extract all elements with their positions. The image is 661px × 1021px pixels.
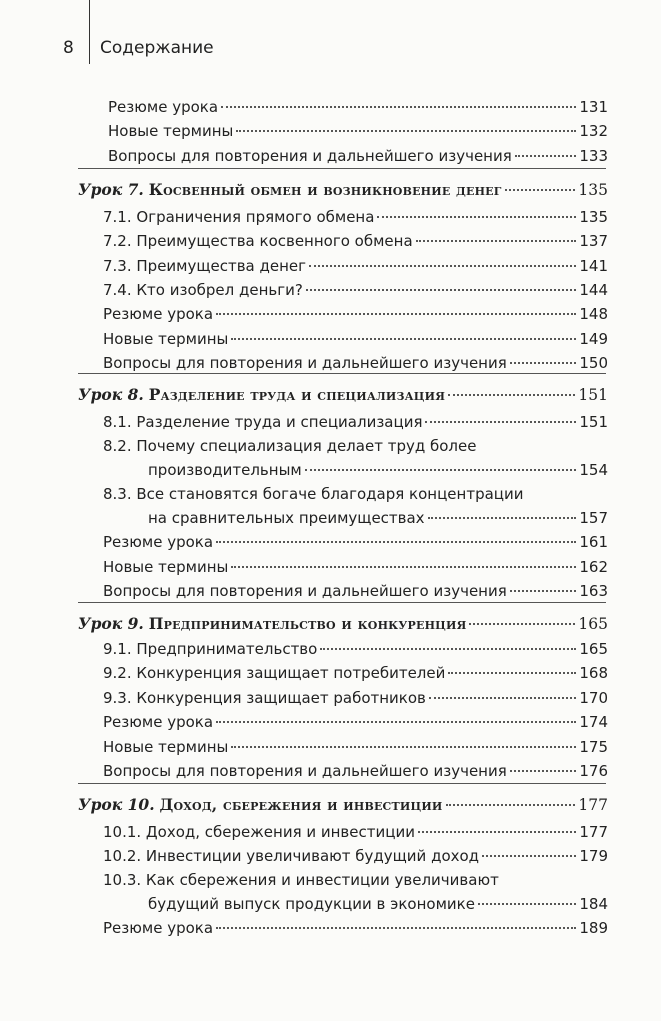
toc-page-number: 189 <box>579 919 608 937</box>
toc-page-number: 174 <box>579 713 608 731</box>
toc-entry-text: 9.3. Конкуренция защищает работников <box>103 689 426 707</box>
toc-page-number: 157 <box>579 509 608 527</box>
toc-entry-text: Новые термины <box>103 330 229 348</box>
section-divider <box>78 373 606 374</box>
toc-entry-text: Резюме урока <box>103 305 214 323</box>
dot-leader <box>446 804 576 806</box>
toc-entry[interactable] <box>148 894 608 914</box>
toc-entry[interactable] <box>103 207 608 227</box>
dot-leader <box>305 469 577 471</box>
section-divider <box>78 783 606 784</box>
lesson-label: Урок 9. <box>78 614 144 633</box>
lesson-label: Урок 10. <box>78 795 155 814</box>
dot-leader <box>309 265 576 267</box>
toc-entry-text: Вопросы для повторения и дальнейшего изучения <box>108 147 512 165</box>
toc-page-number: 135 <box>579 208 608 226</box>
dot-leader <box>510 362 577 364</box>
dot-leader <box>482 855 576 857</box>
toc-entry[interactable] <box>103 761 608 781</box>
toc-page-number: 165 <box>579 640 608 658</box>
toc-entry[interactable] <box>103 353 608 373</box>
toc-page-number: 137 <box>579 232 608 250</box>
toc-page-number: 175 <box>579 738 608 756</box>
toc-entry-text: Резюме урока <box>103 919 214 937</box>
dot-leader <box>221 106 576 108</box>
toc-entry-text: 9.1. Предпринимательство <box>103 640 318 658</box>
dot-leader <box>515 155 577 157</box>
toc-entry-continuation: на сравнительных преимуществах <box>148 509 425 527</box>
toc-page-number: 150 <box>579 354 608 372</box>
toc-entry-text: Резюме урока <box>103 713 214 731</box>
toc-lesson-heading[interactable] <box>78 180 608 200</box>
toc-entry-text: 7.3. Преимущества денег <box>103 257 307 275</box>
toc-entry[interactable] <box>103 663 608 683</box>
toc-page-number: 177 <box>578 796 608 814</box>
toc-entry[interactable] <box>103 712 608 732</box>
toc-page-number: 162 <box>579 558 608 576</box>
toc-entry[interactable] <box>148 460 608 480</box>
page-number: 8 <box>63 38 74 58</box>
toc-page-number: 165 <box>578 615 608 633</box>
toc-entry-text: Вопросы для повторения и дальнейшего изучения <box>103 762 507 780</box>
dot-leader <box>429 697 576 699</box>
toc-page-number: 151 <box>578 386 608 404</box>
dot-leader <box>320 648 576 650</box>
toc-entry-text: Новые термины <box>103 558 229 576</box>
toc-entry[interactable] <box>108 146 608 166</box>
toc-entry[interactable] <box>103 846 608 866</box>
lesson-title: Косвенный обмен и возникновение денег <box>148 180 502 199</box>
toc-page-number: 168 <box>579 664 608 682</box>
toc-entry[interactable] <box>103 737 608 757</box>
toc-entry-text: 10.2. Инвестиции увеличивают будущий доход <box>103 847 480 865</box>
toc-page-number: 141 <box>579 257 608 275</box>
toc-entry[interactable] <box>103 329 608 349</box>
toc-entry[interactable] <box>103 557 608 577</box>
toc-page-number: 154 <box>579 461 608 479</box>
toc-entry[interactable] <box>103 256 608 276</box>
dot-leader <box>510 770 577 772</box>
dot-leader <box>216 541 576 543</box>
toc-entry[interactable] <box>148 508 608 528</box>
dot-leader <box>216 313 576 315</box>
lesson-title: Доход, сбережения и инвестиции <box>159 795 443 814</box>
running-head: Содержание <box>100 38 214 58</box>
toc-entry-continuation: производительным <box>148 461 302 479</box>
toc-entry[interactable] <box>103 688 608 708</box>
section-divider <box>78 602 606 603</box>
dot-leader <box>425 421 576 423</box>
toc-page-number: 135 <box>578 181 608 199</box>
toc-page-number: 131 <box>579 98 608 116</box>
toc-lesson-heading[interactable] <box>78 385 608 405</box>
toc-entry-text: 10.1. Доход, сбережения и инвестиции <box>103 823 415 841</box>
lesson-title: Разделение труда и специализация <box>148 385 446 404</box>
toc-entry-text: Новые термины <box>103 738 229 756</box>
toc-entry[interactable] <box>103 412 608 432</box>
dot-leader <box>469 623 575 625</box>
toc-entry[interactable] <box>108 121 608 141</box>
dot-leader <box>231 566 576 568</box>
toc-page-number: 177 <box>579 823 608 841</box>
toc-entry[interactable] <box>103 918 608 938</box>
dot-leader <box>377 216 576 218</box>
dot-leader <box>505 189 576 191</box>
toc-entry-text: Новые термины <box>108 122 234 140</box>
toc-page-number: 148 <box>579 305 608 323</box>
toc-entry-text: Вопросы для повторения и дальнейшего изучения <box>103 354 507 372</box>
toc-page-number: 133 <box>579 147 608 165</box>
lesson-title: Предпринимательство и конкуренция <box>148 614 467 633</box>
dot-leader <box>448 672 576 674</box>
toc-entry[interactable] <box>103 822 608 842</box>
toc-entry-text: 8.3. Все становятся богаче благодаря концентрации <box>103 485 524 503</box>
toc-entry-text: 7.4. Кто изобрел деньги? <box>103 281 303 299</box>
toc-page-number: 151 <box>579 413 608 431</box>
toc-page-number: 149 <box>579 330 608 348</box>
toc-entry[interactable] <box>103 532 608 552</box>
toc-page-number: 132 <box>579 122 608 140</box>
dot-leader <box>216 721 576 723</box>
toc-entry[interactable] <box>103 280 608 300</box>
toc-page-number: 176 <box>579 762 608 780</box>
toc-entry-text: 7.1. Ограничения прямого обмена <box>103 208 375 226</box>
toc-page-number: 161 <box>579 533 608 551</box>
toc-entry-text: 8.2. Почему специализация делает труд более <box>103 437 477 455</box>
toc-page-number: 144 <box>579 281 608 299</box>
dot-leader <box>231 746 576 748</box>
toc-lesson-heading[interactable] <box>78 795 608 815</box>
toc-entry-text: Резюме урока <box>108 98 219 116</box>
toc-entry-text: 9.2. Конкуренция защищает потребителей <box>103 664 446 682</box>
toc-entry[interactable] <box>103 581 608 601</box>
dot-leader <box>478 903 576 905</box>
dot-leader <box>448 394 575 396</box>
toc-entry-text: Резюме урока <box>103 533 214 551</box>
section-divider <box>78 168 606 169</box>
toc-lesson-heading[interactable] <box>78 614 608 634</box>
dot-leader <box>418 831 576 833</box>
toc-entry[interactable] <box>108 97 608 117</box>
dot-leader <box>236 130 576 132</box>
toc-page-number: 179 <box>579 847 608 865</box>
dot-leader <box>216 927 576 929</box>
toc-entry-text: Вопросы для повторения и дальнейшего изучения <box>103 582 507 600</box>
toc-entry[interactable] <box>103 231 608 251</box>
toc-page-number: 163 <box>579 582 608 600</box>
toc-entry-text: 7.2. Преимущества косвенного обмена <box>103 232 413 250</box>
toc-entry-continuation: будущий выпуск продукции в экономике <box>148 895 475 913</box>
dot-leader <box>510 590 577 592</box>
toc-page-number: 184 <box>579 895 608 913</box>
toc-entry[interactable] <box>103 639 608 659</box>
dot-leader <box>428 517 577 519</box>
dot-leader <box>231 338 576 340</box>
toc-entry[interactable] <box>103 304 608 324</box>
dot-leader <box>416 240 577 242</box>
toc-entry-text: 8.1. Разделение труда и специализация <box>103 413 423 431</box>
lesson-label: Урок 7. <box>78 180 144 199</box>
lesson-label: Урок 8. <box>78 385 144 404</box>
toc-page-number: 170 <box>579 689 608 707</box>
dot-leader <box>306 289 577 291</box>
toc-entry-text: 10.3. Как сбережения и инвестиции увеличивают <box>103 871 499 889</box>
